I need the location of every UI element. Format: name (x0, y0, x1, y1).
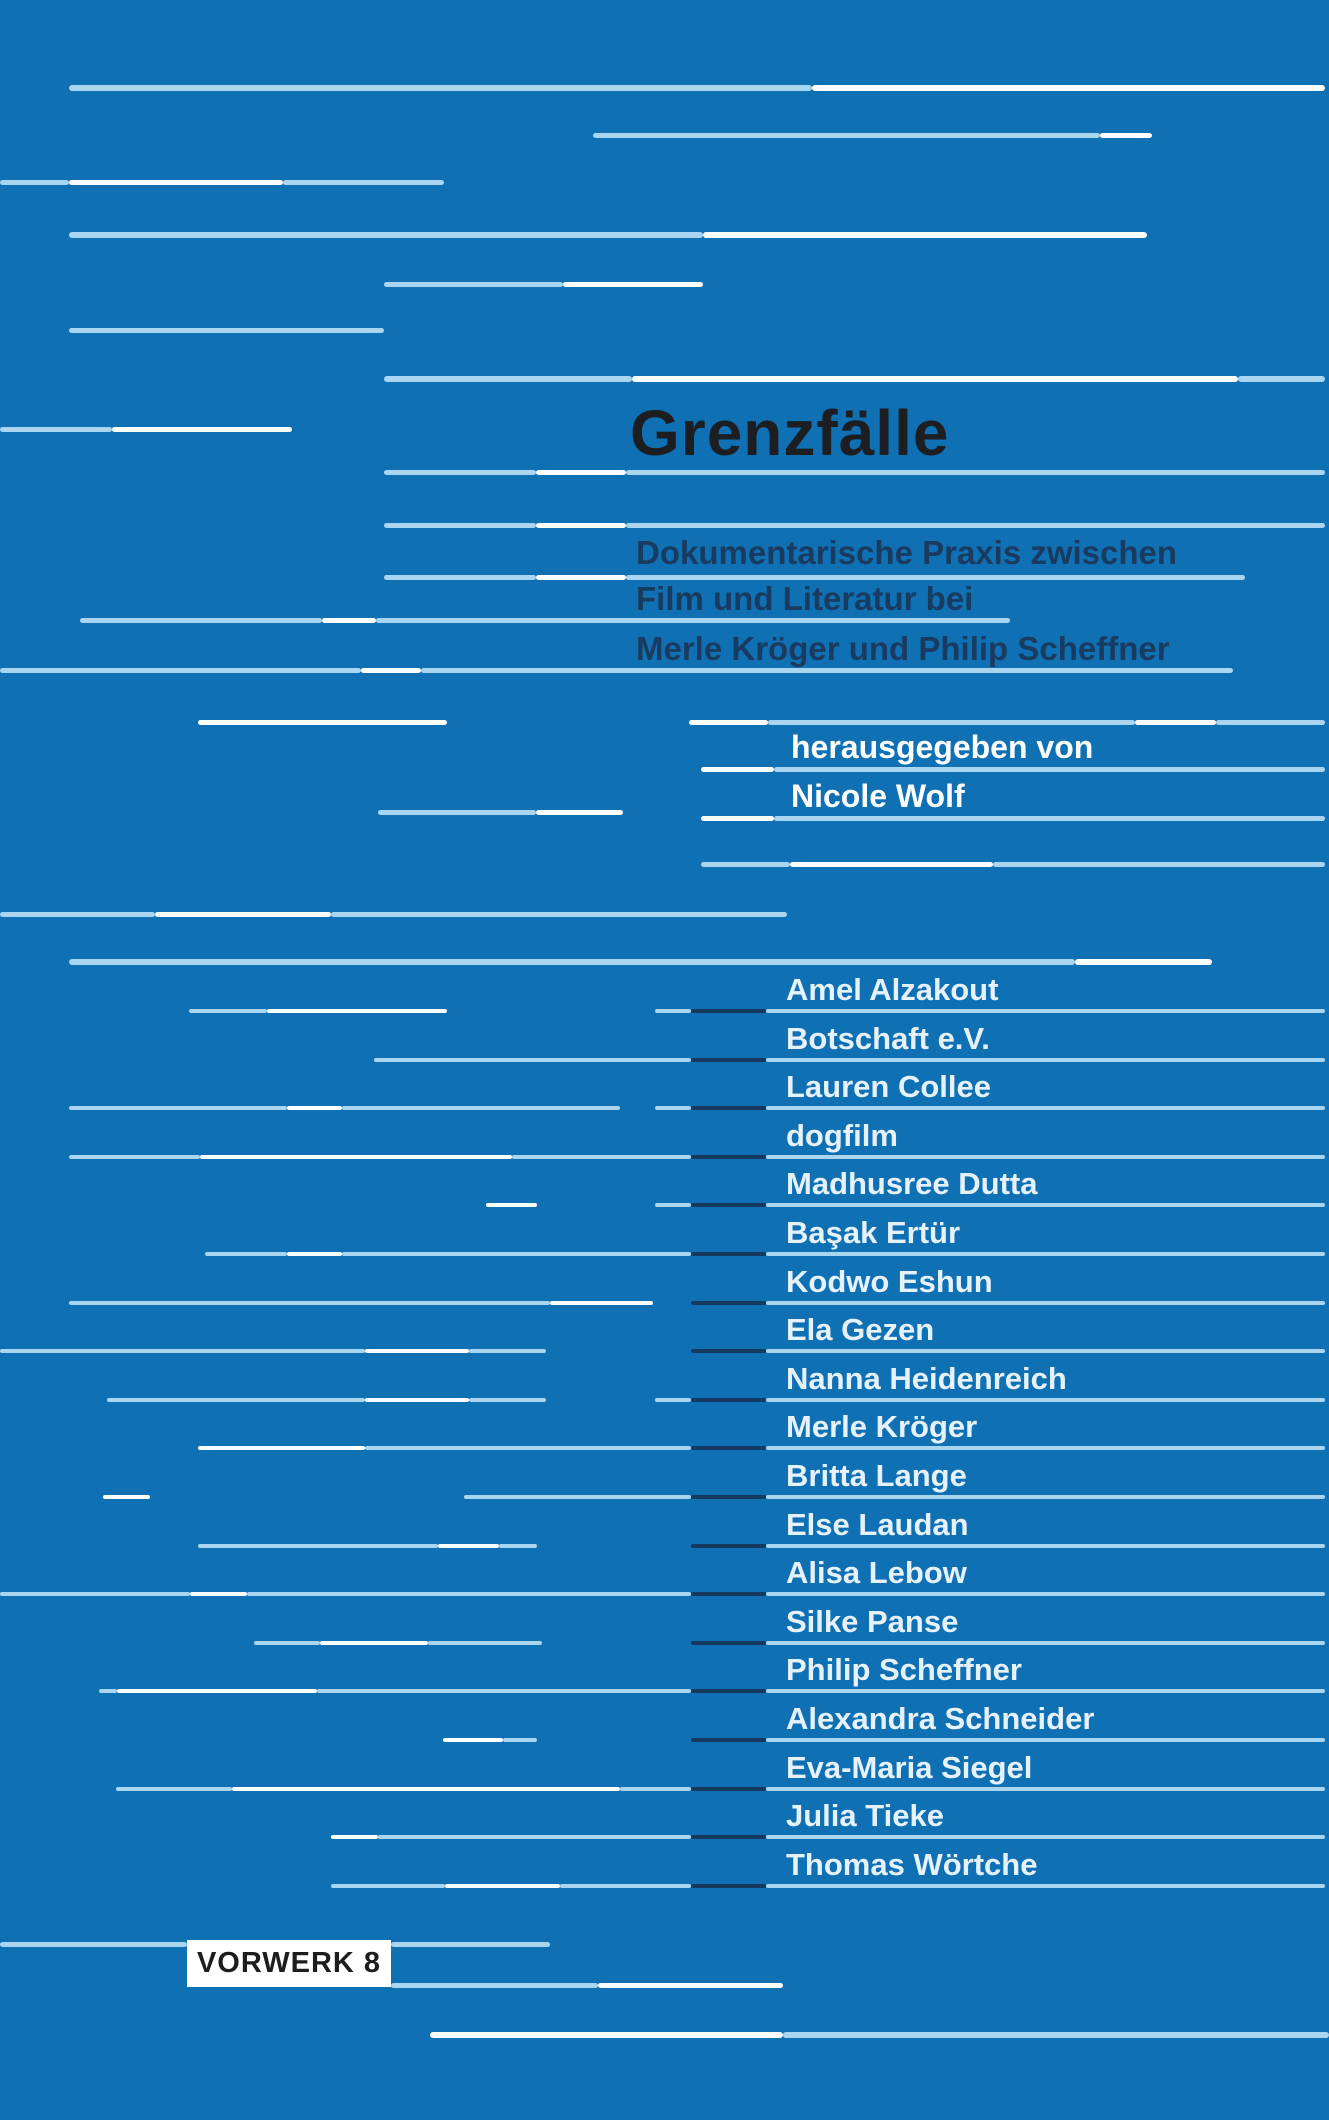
decor-line-segment (1100, 133, 1152, 138)
decor-line-segment (103, 1495, 150, 1499)
decor-line-segment (766, 1787, 1325, 1791)
decor-line-segment (69, 959, 1075, 965)
contributor-name: dogfilm (786, 1118, 898, 1153)
decor-line-segment (112, 427, 292, 432)
decor-line-segment (376, 618, 1010, 623)
decor-line-segment (421, 668, 1233, 673)
publisher-logo-text: VORWERK 8 (196, 1947, 382, 1979)
decor-line-segment (283, 180, 444, 185)
decor-line-segment (550, 1301, 653, 1305)
decor-line-segment (691, 1106, 766, 1110)
decor-line-segment (593, 133, 1100, 138)
decor-line-segment (0, 1942, 187, 1947)
decor-line-segment (701, 767, 774, 772)
decor-line-segment (655, 1203, 691, 1207)
decor-line-segment (691, 1495, 766, 1499)
decor-line-segment (247, 1592, 691, 1596)
decor-line-segment (766, 1495, 1325, 1499)
contributor-name: Merle Kröger (786, 1409, 978, 1444)
decor-line-segment (384, 376, 632, 382)
contributor-name: Thomas Wörtche (786, 1847, 1038, 1882)
decor-line-segment (317, 1689, 691, 1693)
decor-line-segment (331, 912, 787, 917)
decor-line-segment (691, 1592, 766, 1596)
decor-line-segment (365, 1398, 469, 1402)
decor-line-segment (691, 1446, 766, 1450)
decor-line-segment (691, 1787, 766, 1791)
contributor-name: Amel Alzakout (786, 972, 999, 1007)
decor-line-segment (155, 912, 331, 917)
decor-line-segment (69, 232, 703, 238)
decor-line-segment (626, 470, 1325, 475)
decor-line-segment (499, 1544, 537, 1548)
decor-line-segment (691, 1301, 766, 1305)
decor-line-segment (774, 816, 1325, 821)
contributor-name: Else Laudan (786, 1507, 969, 1542)
contributor-name: Nanna Heidenreich (786, 1361, 1067, 1396)
decor-line-segment (766, 1398, 1325, 1402)
decor-line-segment (689, 720, 768, 725)
decor-line-segment (1216, 720, 1325, 725)
decor-line-segment (200, 1155, 512, 1159)
decor-line-segment (190, 1592, 247, 1596)
decor-line-segment (766, 1835, 1325, 1839)
decor-line-segment (598, 1983, 783, 1988)
decor-line-segment (0, 427, 112, 432)
decor-line-segment (0, 180, 69, 185)
decor-line-segment (445, 1884, 560, 1888)
decor-line-segment (99, 1689, 117, 1693)
decor-line-segment (691, 1544, 766, 1548)
decor-line-segment (691, 1738, 766, 1742)
book-subtitle-line-1: Dokumentarische Praxis zwischen (636, 534, 1178, 571)
decor-line-segment (117, 1689, 317, 1693)
contributor-name: Botschaft e.V. (786, 1021, 990, 1056)
book-subtitle-line-3: Merle Kröger und Philip Scheffner (636, 630, 1170, 667)
decor-line-segment (287, 1252, 342, 1256)
decor-line-segment (69, 1301, 550, 1305)
decor-line-segment (69, 180, 283, 185)
decor-line-segment (69, 328, 384, 333)
decor-line-segment (361, 668, 421, 673)
decor-line-segment (766, 1738, 1325, 1742)
decor-line-segment (766, 1106, 1325, 1110)
decor-line-segment (116, 1787, 232, 1791)
decor-line-segment (384, 470, 536, 475)
contributor-name: Eva-Maria Siegel (786, 1750, 1033, 1785)
decor-line-segment (563, 282, 703, 287)
decor-line-segment (691, 1641, 766, 1645)
decor-line-segment (655, 1398, 691, 1402)
decor-line-segment (620, 1787, 691, 1791)
decor-line-segment (766, 1058, 1325, 1062)
decor-line-segment (783, 2032, 1329, 2038)
contributor-name: Alexandra Schneider (786, 1701, 1095, 1736)
decor-line-segment (691, 1155, 766, 1159)
decor-line-segment (512, 1155, 691, 1159)
decor-line-segment (267, 1009, 447, 1013)
decor-line-segment (536, 470, 626, 475)
decor-line-segment (0, 668, 361, 673)
contributor-name: Julia Tieke (786, 1798, 944, 1833)
decor-line-segment (536, 575, 626, 580)
decor-line-segment (342, 1106, 620, 1110)
decor-line-segment (384, 282, 563, 287)
decor-line-segment (365, 1446, 691, 1450)
decor-line-segment (691, 1058, 766, 1062)
decor-line-segment (1135, 720, 1216, 725)
decor-line-segment (691, 1009, 766, 1013)
decor-line-segment (365, 1349, 469, 1353)
contributor-name: Alisa Lebow (786, 1555, 967, 1590)
decor-line-segment (0, 1349, 365, 1353)
decor-line-segment (469, 1398, 546, 1402)
decor-line-segment (691, 1398, 766, 1402)
decor-line-segment (428, 1641, 542, 1645)
decor-line-segment (536, 810, 623, 815)
decor-line-segment (691, 1689, 766, 1693)
decor-line-segment (560, 1884, 691, 1888)
decor-line-segment (766, 1689, 1325, 1693)
decor-line-segment (469, 1349, 546, 1353)
editor-name: Nicole Wolf (791, 778, 965, 814)
decor-line-segment (503, 1738, 537, 1742)
decor-line-segment (0, 912, 155, 917)
decor-line-segment (69, 1155, 200, 1159)
decor-line-segment (331, 1835, 378, 1839)
decor-line-segment (536, 523, 626, 528)
decor-line-segment (69, 85, 812, 91)
decor-line-segment (703, 232, 1147, 238)
book-title: Grenzfälle (630, 397, 950, 469)
decor-line-segment (766, 1592, 1325, 1596)
decor-line-segment (342, 1252, 691, 1256)
decor-line-segment (443, 1738, 503, 1742)
decor-line-segment (205, 1252, 287, 1256)
contributor-name: Silke Panse (786, 1604, 959, 1639)
decor-line-segment (198, 1544, 438, 1548)
decor-line-segment (438, 1544, 499, 1548)
decor-line-segment (198, 720, 447, 725)
decor-line-segment (691, 1835, 766, 1839)
editor-credit-line: herausgegeben von (791, 729, 1094, 765)
decor-line-segment (464, 1495, 691, 1499)
contributor-name: Kodwo Eshun (786, 1264, 993, 1299)
decor-line-segment (766, 1203, 1325, 1207)
decor-line-segment (378, 810, 536, 815)
decor-line-segment (384, 523, 536, 528)
decor-line-segment (766, 1252, 1325, 1256)
decor-line-segment (254, 1641, 320, 1645)
decor-line-segment (486, 1203, 537, 1207)
contributor-name: Britta Lange (786, 1458, 967, 1493)
decor-line-segment (391, 1942, 550, 1947)
decor-line-segment (374, 1058, 691, 1062)
decor-line-segment (691, 1884, 766, 1888)
decor-line-segment (69, 1106, 287, 1110)
decor-line-segment (391, 1983, 598, 1988)
decor-line-segment (701, 862, 790, 867)
decor-line-segment (766, 1349, 1325, 1353)
decor-line-segment (107, 1398, 365, 1402)
decor-line-segment (626, 523, 1325, 528)
decor-line-segment (766, 1884, 1325, 1888)
decor-line-segment (378, 1835, 691, 1839)
decor-line-segment (691, 1349, 766, 1353)
decor-line-segment (812, 85, 1325, 91)
decor-line-segment (430, 2032, 783, 2038)
decor-line-segment (655, 1009, 691, 1013)
decor-line-segment (774, 767, 1325, 772)
contributor-name: Philip Scheffner (786, 1652, 1022, 1687)
decor-line-segment (766, 1155, 1325, 1159)
decor-line-segment (322, 618, 376, 623)
decor-line-segment (331, 1884, 445, 1888)
decor-line-segment (0, 1592, 190, 1596)
decor-line-segment (80, 618, 322, 623)
decor-line-segment (766, 1301, 1325, 1305)
contributor-name: Başak Ertür (786, 1215, 961, 1250)
decor-line-segment (1075, 959, 1212, 965)
publisher-logo (187, 1940, 391, 1987)
contributor-name: Madhusree Dutta (786, 1166, 1038, 1201)
decor-line-segment (701, 816, 774, 821)
decor-line-segment (766, 1641, 1325, 1645)
book-subtitle-line-2: Film und Literatur bei (636, 580, 974, 617)
decor-line-segment (766, 1446, 1325, 1450)
decor-line-segment (320, 1641, 428, 1645)
decor-line-segment (1238, 376, 1325, 382)
contributor-name: Lauren Collee (786, 1069, 991, 1104)
decor-line-segment (189, 1009, 267, 1013)
contributor-name: Ela Gezen (786, 1312, 935, 1347)
decor-line-segment (790, 862, 993, 867)
decor-line-segment (232, 1787, 620, 1791)
decor-line-segment (993, 862, 1325, 867)
decor-line-segment (766, 1544, 1325, 1548)
decor-line-segment (632, 376, 1238, 382)
decor-line-segment (768, 720, 1135, 725)
decor-line-segment (287, 1106, 342, 1110)
decor-line-segment (766, 1009, 1325, 1013)
decor-line-segment (691, 1203, 766, 1207)
decor-line-segment (691, 1252, 766, 1256)
decor-line-segment (198, 1446, 365, 1450)
decor-line-segment (655, 1106, 691, 1110)
decor-line-segment (384, 575, 536, 580)
